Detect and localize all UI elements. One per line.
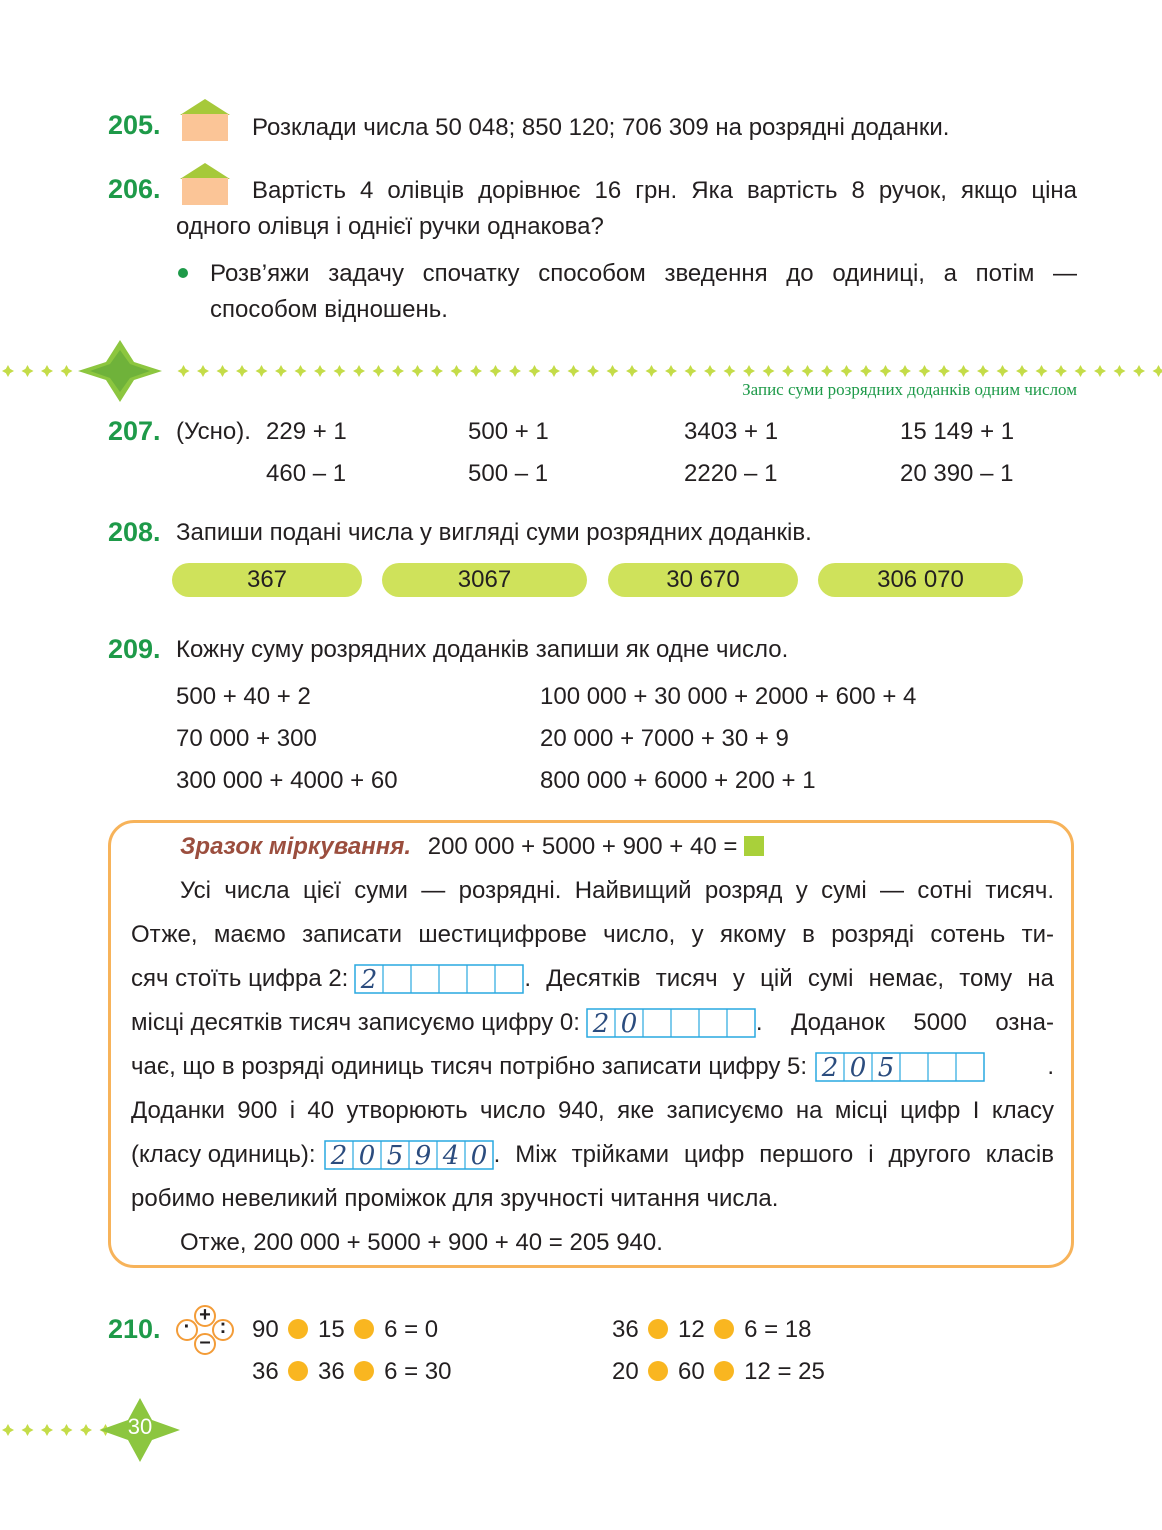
handwritten-digit: 0: [849, 1053, 867, 1082]
exercise-206-line1: Вартість 4 олівців дорівнює 16 грн. Яка вартість 8 ручок, якщо ціна: [252, 177, 1077, 204]
sparkle-icon: [1016, 365, 1028, 377]
sparkle-icon: [880, 365, 892, 377]
sample-title: Зразок міркування.: [180, 833, 412, 860]
operations-icon: [174, 1304, 236, 1356]
expression: 229 + 1: [266, 418, 347, 445]
eq-result: 12 = 25: [744, 1358, 825, 1385]
sparkle-icon: [1094, 365, 1106, 377]
section-title: Запис суми розрядних доданків одним числом: [742, 380, 1077, 399]
operation-blank-icon: [648, 1319, 668, 1339]
digit-cells: [815, 1052, 985, 1082]
bullet-dot: [178, 268, 188, 278]
sample-text: .: [1047, 1053, 1054, 1080]
sparkle-icon: [568, 365, 580, 377]
exercise-206-bullet-line1: Розв’яжи задачу спочатку способом зведення до одиниці, а потім —: [210, 260, 1077, 287]
sparkle-icon: [275, 365, 287, 377]
operation-blank-icon: [648, 1361, 668, 1381]
eq-operand: 15: [318, 1316, 345, 1343]
sparkle-icon: [353, 365, 365, 377]
eq-result: 6 = 18: [744, 1316, 812, 1343]
sparkle-icon: [236, 365, 248, 377]
sparkle-icon: [41, 365, 53, 377]
page-number-decoration: [0, 1396, 200, 1466]
sample-line-4: [131, 1005, 1054, 1041]
sample-expression: 200 000 + 5000 + 900 + 40 =: [427, 833, 738, 860]
eq-operand: 90: [252, 1316, 279, 1343]
handwritten-digit: 4: [442, 1141, 459, 1170]
sparkle-icon: [782, 365, 794, 377]
sparkle-icon: [431, 365, 443, 377]
exercise-209-text: Кожну суму розрядних доданків запиши як одне число.: [176, 636, 789, 663]
sparkle-icon: [919, 365, 931, 377]
handwritten-digit: 5: [386, 1141, 403, 1170]
sparkle-icon: [626, 365, 638, 377]
house-icon: [176, 160, 234, 206]
page-number: 30: [127, 1414, 153, 1439]
expression: 500 – 1: [468, 460, 549, 487]
expression: 20 390 – 1: [900, 460, 1014, 487]
sample-line-3: [131, 961, 1054, 997]
sparkle-icon: [61, 365, 73, 377]
sparkle-icon: [1055, 365, 1067, 377]
operation-blank-icon: [288, 1361, 308, 1381]
sparkle-icon: [958, 365, 970, 377]
sample-text: чає, що в розряді одиниць тисяч потрібно записати цифру 5:: [131, 1053, 808, 1080]
sparkle-icon: [295, 365, 307, 377]
operation-blank-icon: [288, 1319, 308, 1339]
expression: 460 – 1: [266, 460, 347, 487]
exercise-205-text: Розклади числа 50 048; 850 120; 706 309 на розрядні доданки.: [252, 114, 950, 141]
operation-blank-icon: [354, 1361, 374, 1381]
eq-operand: 36: [252, 1358, 279, 1385]
sparkle-icon: [860, 365, 872, 377]
expression: 15 149 + 1: [900, 418, 1015, 445]
handwritten-digit: 2: [821, 1053, 839, 1082]
sparkle-icon: [22, 1424, 34, 1436]
sparkle-icon: [1114, 365, 1126, 377]
number-pill: 3067: [382, 563, 587, 597]
sparkle-icon: [80, 1424, 92, 1436]
sum-expression: 800 000 + 6000 + 200 + 1: [540, 767, 816, 794]
sample-text: . Доданок 5000 озна-: [755, 1009, 1054, 1036]
exercise-207-number: 207.: [108, 416, 161, 446]
sparkle-icon: [334, 365, 346, 377]
exercise-206-number: 206.: [108, 174, 161, 204]
sparkle-icon: [256, 365, 268, 377]
exercise-209-number: 209.: [108, 634, 161, 664]
sum-expression: 100 000 + 30 000 + 2000 + 600 + 4: [540, 683, 917, 710]
sample-line-6: Доданки 900 і 40 утворюють число 940, яке записуємо на місці цифр І класу: [131, 1097, 1054, 1124]
sparkle-icon: [61, 1424, 73, 1436]
equation: [252, 1312, 438, 1348]
sample-line-7: [131, 1137, 1054, 1173]
sparkle-icon: [821, 365, 833, 377]
sparkle-icon: [938, 365, 950, 377]
exercise-210-number: 210.: [108, 1314, 161, 1344]
sample-line-5: [131, 1049, 1054, 1085]
plus-icon: +: [199, 1304, 211, 1326]
sparkle-icon: [646, 365, 658, 377]
operation-blank-icon: [714, 1361, 734, 1381]
answer-square-icon: [744, 836, 764, 856]
number-pill: 30 670: [608, 563, 798, 597]
sparkle-icon: [763, 365, 775, 377]
handwritten-digit: 0: [358, 1141, 375, 1170]
sparkle-icon: [1075, 365, 1087, 377]
number-pill: 306 070: [818, 563, 1023, 597]
sparkle-icon: [197, 365, 209, 377]
exercise-208-text: Запиши подані числа у вигляді суми розрядних доданків.: [176, 519, 812, 546]
sparkle-icon: [509, 365, 521, 377]
sparkle-icon: [665, 365, 677, 377]
expression: 3403 + 1: [684, 418, 779, 445]
sparkle-icon: [724, 365, 736, 377]
handwritten-digit: 0: [620, 1009, 638, 1038]
digit-cells: [324, 1140, 494, 1170]
expression: 2220 – 1: [684, 460, 778, 487]
sparkle-icon: [1153, 365, 1162, 377]
eq-operand: 60: [678, 1358, 705, 1385]
sum-expression: 70 000 + 300: [176, 725, 317, 752]
sparkle-icon: [470, 365, 482, 377]
exercise-206-line2: одного олівця і однієї ручки однакова?: [176, 213, 604, 240]
sparkle-icon: [997, 365, 1009, 377]
exercise-206-bullet-line2: способом відношень.: [210, 296, 448, 323]
handwritten-digit: 0: [470, 1141, 487, 1170]
sample-text: сяч стоїть цифра 2:: [131, 965, 349, 992]
sparkle-icon: [607, 365, 619, 377]
sparkle-icon: [490, 365, 502, 377]
digit-cells: [354, 964, 524, 994]
exercise-207-prefix: (Усно).: [176, 418, 251, 445]
operation-blank-icon: [354, 1319, 374, 1339]
sample-line-8: робимо невеликий проміжок для зручності читання числа.: [131, 1185, 779, 1212]
sparkle-icon: [2, 365, 14, 377]
sparkle-icon: [685, 365, 697, 377]
sample-line-9: Отже, 200 000 + 5000 + 900 + 40 = 205 940.: [180, 1229, 663, 1256]
divide-icon: :: [219, 1316, 227, 1338]
handwritten-digit: 5: [877, 1053, 895, 1082]
sparkle-icon: [451, 365, 463, 377]
exercise-208-number: 208.: [108, 517, 161, 547]
equation: [612, 1354, 825, 1390]
sparkle-icon: [977, 365, 989, 377]
sparkle-icon: [1036, 365, 1048, 377]
handwritten-digit: 9: [414, 1141, 431, 1170]
eq-operand: 36: [612, 1316, 639, 1343]
eq-operand: 20: [612, 1358, 639, 1385]
sample-text: місці десятків тисяч записуємо цифру 0:: [131, 1009, 580, 1036]
sparkle-icon: [314, 365, 326, 377]
sample-text: . Десятків тисяч у цій сумі немає, тому на: [524, 965, 1054, 992]
sparkle-icon: [22, 365, 34, 377]
sparkle-icon: [548, 365, 560, 377]
sparkle-icon: [392, 365, 404, 377]
sparkle-icon: [587, 365, 599, 377]
sparkle-icon: [412, 365, 424, 377]
sample-title-line: [180, 829, 764, 865]
handwritten-digit: 2: [361, 965, 378, 994]
sparkle-icon: [2, 1424, 14, 1436]
handwritten-digit: 2: [330, 1141, 347, 1170]
expression: 500 + 1: [468, 418, 549, 445]
sample-line-1: Усі числа цієї суми — розрядні. Найвищий розряд у сумі — сотні тисяч.: [180, 877, 1054, 904]
sparkle-icon: [841, 365, 853, 377]
sparkle-icon: [1133, 365, 1145, 377]
sparkle-icon: [704, 365, 716, 377]
sparkle-icon: [743, 365, 755, 377]
sparkle-icon: [529, 365, 541, 377]
sum-expression: 500 + 40 + 2: [176, 683, 311, 710]
equation: [252, 1354, 452, 1390]
sample-text: (класу одиниць):: [131, 1141, 316, 1168]
eq-operand: 36: [318, 1358, 345, 1385]
sparkle-icon: [802, 365, 814, 377]
sample-line-2: Отже, маємо записати шестицифрове число, у якому в розряді сотень ти-: [131, 921, 1054, 948]
sparkle-icon: [178, 365, 190, 377]
number-pill: 367: [172, 563, 362, 597]
equation: [612, 1312, 812, 1348]
sparkle-icon: [41, 1424, 53, 1436]
sum-expression: 300 000 + 4000 + 60: [176, 767, 398, 794]
operation-blank-icon: [714, 1319, 734, 1339]
sample-text: . Між трійками цифр першого і другого класів: [493, 1141, 1054, 1168]
eq-result: 6 = 0: [384, 1316, 439, 1343]
handwritten-digit: 2: [592, 1009, 610, 1038]
digit-cells: [586, 1008, 756, 1038]
house-icon: [176, 96, 234, 142]
eq-operand: 12: [678, 1316, 705, 1343]
sparkle-icon: [373, 365, 385, 377]
exercise-205-number: 205.: [108, 110, 161, 140]
sum-expression: 20 000 + 7000 + 30 + 9: [540, 725, 789, 752]
sparkle-icon: [217, 365, 229, 377]
eq-result: 6 = 30: [384, 1358, 452, 1385]
multiply-icon: ·: [183, 1316, 191, 1338]
sparkle-icon: [899, 365, 911, 377]
minus-icon: –: [199, 1331, 211, 1353]
